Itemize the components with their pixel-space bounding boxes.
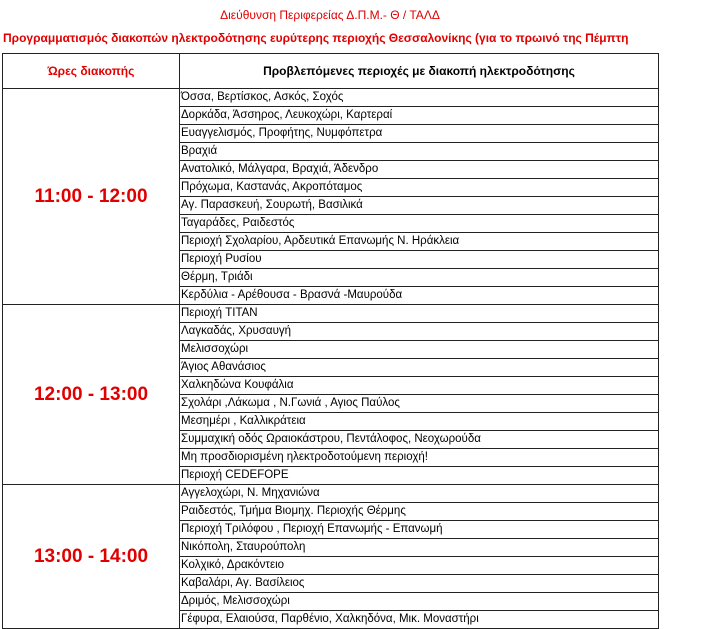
outage-table	[2, 53, 659, 629]
area-cell: Γέφυρα, Ελαιούσα, Παρθένιο, Χαλκηδόνα, Μικ. Μοναστήρι	[180, 611, 659, 629]
column-header-time: Ώρες διακοπής	[3, 54, 180, 89]
area-cell: Άγιος Αθανάσιος	[180, 359, 659, 377]
area-cell: Ταγαράδες, Ραιδεστός	[180, 215, 659, 233]
department-title: Διεύθυνση Περιφερείας Δ.Π.Μ.- Θ / ΤΑΛΔ	[220, 8, 440, 22]
area-cell: Περιοχή TITAN	[180, 305, 659, 323]
area-cell: Ανατολικό, Μάλγαρα, Βραχιά, Άδενδρο	[180, 161, 659, 179]
area-cell: Θέρμη, Τριάδι	[180, 269, 659, 287]
table-row	[3, 485, 659, 503]
table-body	[3, 89, 659, 629]
area-cell: Δριμός, Μελισσοχώρι	[180, 593, 659, 611]
table-row	[3, 305, 659, 323]
time-slot-cell: 12:00 - 13:00	[3, 305, 180, 485]
table-row	[3, 89, 659, 107]
area-cell: Ευαγγελισμός, Προφήτης, Νυμφόπετρα	[180, 125, 659, 143]
area-cell: Αγ. Παρασκευή, Σουρωτή, Βασιλικά	[180, 197, 659, 215]
area-cell: Καβαλάρι, Αγ. Βασίλειος	[180, 575, 659, 593]
area-cell: Δορκάδα, Άσσηρος, Λευκοχώρι, Καρτεραί	[180, 107, 659, 125]
area-cell: Μελισσοχώρι	[180, 341, 659, 359]
time-slot-cell: 13:00 - 14:00	[3, 485, 180, 629]
area-cell: Κολχικό, Δρακόντειο	[180, 557, 659, 575]
header-row	[3, 54, 659, 89]
area-cell: Σχολάρι ,Λάκωμα , Ν.Γωνιά , Αγιος Παύλος	[180, 395, 659, 413]
column-header-areas: Προβλεπόμενες περιοχές με διακοπή ηλεκτροδότησης	[180, 54, 659, 89]
area-cell: Μη προσδιορισμένη ηλεκτροδοτούμενη περιοχή!	[180, 449, 659, 467]
area-cell: Χαλκηδώνα Κουφάλια	[180, 377, 659, 395]
area-cell: Βραχιά	[180, 143, 659, 161]
area-cell: Αγγελοχώρι, Ν. Μηχανιώνα	[180, 485, 659, 503]
area-cell: Λαγκαδάς, Χρυσαυγή	[180, 323, 659, 341]
schedule-title: Προγραμματισμός διακοπών ηλεκτροδότησης ευρύτερης περιοχής Θεσσαλονίκης (για το πρωινό της Πέμπτη	[3, 31, 629, 45]
area-cell: Συμμαχική οδός Ωραιοκάστρου, Πεντάλοφος, Νεοχωρούδα	[180, 431, 659, 449]
area-cell: Περιοχή Τριλόφου , Περιοχή Επανωμής - Επανωμή	[180, 521, 659, 539]
area-cell: Περιοχή Ρυσίου	[180, 251, 659, 269]
area-cell: Κερδύλια - Αρέθουσα - Βρασνά -Μαυρούδα	[180, 287, 659, 305]
area-cell: Περιοχή CEDEFOPE	[180, 467, 659, 485]
area-cell: Όσσα, Βερτίσκος, Ασκός, Σοχός	[180, 89, 659, 107]
area-cell: Περιοχή Σχολαρίου, Αρδευτικά Επανωμής Ν. Ηράκλεια	[180, 233, 659, 251]
area-cell: Πρόχωμα, Καστανάς, Ακροπόταμος	[180, 179, 659, 197]
area-cell: Ραιδεστός, Τμήμα Βιομηχ. Περιοχής Θέρμης	[180, 503, 659, 521]
time-slot-cell: 11:00 - 12:00	[3, 89, 180, 305]
area-cell: Μεσημέρι , Καλλικράτεια	[180, 413, 659, 431]
area-cell: Νικόπολη, Σταυρούπολη	[180, 539, 659, 557]
